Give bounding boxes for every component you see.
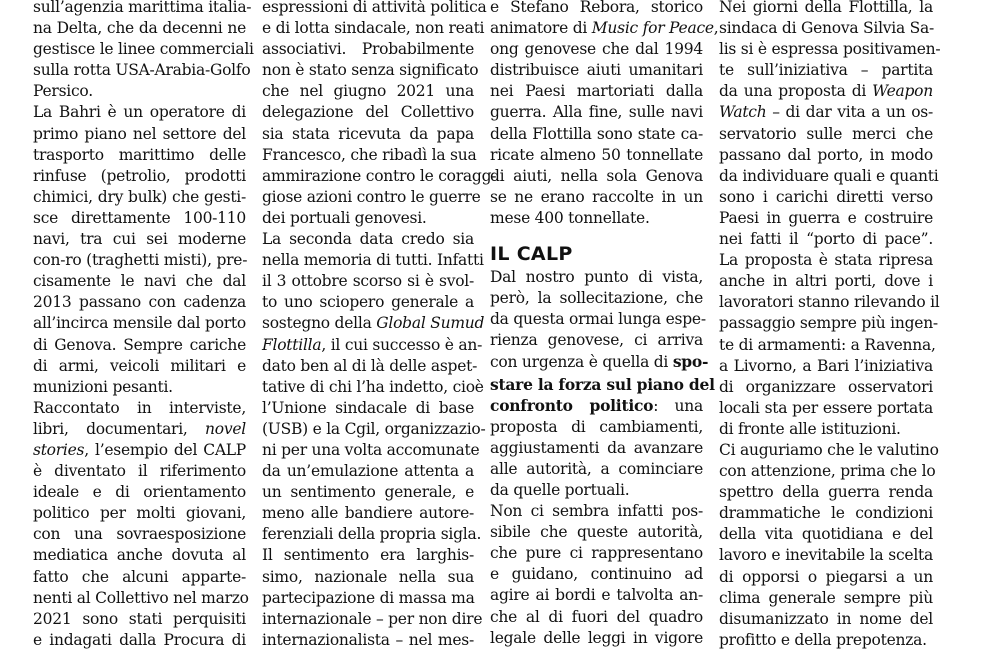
text-line: da quelle portuali. bbox=[490, 480, 630, 499]
text-line: un sentimento generale, e bbox=[262, 483, 474, 502]
text-line: e guidano, continuino ad bbox=[490, 565, 703, 584]
italic-text: Watch bbox=[719, 103, 767, 122]
text-line: della Flottilla sono state ca- bbox=[490, 124, 703, 143]
text-line: servatorio sulle merci che bbox=[719, 124, 933, 143]
text-line: con una sovraesposizione bbox=[33, 525, 246, 544]
text-line: Non ci sembra infatti pos- bbox=[490, 502, 703, 521]
text-line: non è stato senza significato bbox=[262, 61, 479, 80]
text-line: all’incirca mensile dal porto bbox=[33, 314, 246, 333]
text-line: sce direttamente 100-110 bbox=[33, 208, 246, 227]
text-line: mediatica anche dovuta al bbox=[33, 546, 246, 565]
text-line: con-ro (traghetti misti), pre- bbox=[33, 251, 248, 270]
text-line: con attenzione, prima che lo bbox=[719, 462, 936, 481]
text-line: La Bahri è un operatore di bbox=[33, 103, 246, 122]
italic-text: Global Sumud bbox=[376, 314, 485, 333]
text-run: con urgenza è quella di bbox=[490, 353, 669, 372]
text-line: Ci auguriamo che le valutino bbox=[719, 440, 939, 459]
text-line: stare la forza sul piano del bbox=[490, 374, 715, 394]
italic-text: Music for Peace bbox=[591, 19, 714, 38]
text-line: Francesco, che ribadì la sua bbox=[262, 145, 477, 164]
text-line: rienza genovese, ci arriva bbox=[490, 331, 703, 350]
article-column-4 bbox=[719, 0, 941, 651]
text-line: guerra. Alla fine, sulle navi bbox=[490, 103, 703, 122]
text-line: drammatiche le condizioni bbox=[719, 504, 933, 523]
text-line: mese 400 tonnellate. bbox=[490, 208, 650, 227]
text-line: dei portuali genovesi. bbox=[262, 208, 427, 227]
text-line: e di lotta sindacale, non reati bbox=[262, 19, 485, 38]
text-line: sindaca di Genova Silvia Sa- bbox=[719, 19, 935, 38]
text-line: di Genova. Sempre cariche bbox=[33, 335, 246, 354]
text-line: a Livorno, a Bari l’iniziativa bbox=[719, 356, 933, 375]
text-line: chimici, dry bulk) che gesti- bbox=[33, 187, 246, 206]
text-line bbox=[719, 81, 933, 102]
text-line: profitto e della prepotenza. bbox=[719, 630, 927, 649]
italic-text: novel bbox=[205, 419, 246, 438]
text-line: di aiuti, nella sola Genova bbox=[490, 166, 703, 185]
text-line: Dal nostro punto di vista, bbox=[490, 268, 703, 287]
text-line: che al di fuori del quadro bbox=[490, 607, 703, 626]
text-line: ong genovese che dal 1994 bbox=[490, 40, 703, 59]
text-line: agire ai bordi e talvolta an- bbox=[490, 586, 703, 605]
text-run: da una proposta di bbox=[719, 82, 867, 101]
text-line bbox=[262, 313, 485, 334]
text-line: lavoro e inevitabile la scelta bbox=[719, 546, 933, 565]
text-line: passaggio sempre più ingen- bbox=[719, 314, 938, 333]
text-line: na Delta, che da decenni ne bbox=[33, 19, 246, 38]
text-run: libri, documentari, bbox=[33, 419, 188, 438]
text-line: te sull’iniziativa – partita bbox=[719, 61, 933, 80]
text-line bbox=[33, 419, 246, 440]
text-line: di fronte alle istituzioni. bbox=[719, 419, 901, 438]
text-line: anche in altri porti, dove i bbox=[719, 272, 933, 291]
text-line: trasporto marittimo delle bbox=[33, 145, 246, 164]
text-line: da individuare quali e quanti bbox=[719, 166, 939, 185]
text-line: se ne erano raccolte in un bbox=[490, 187, 703, 206]
text-line: è diventato il riferimento bbox=[33, 462, 246, 481]
text-line: 2013 passano con cadenza bbox=[33, 293, 246, 312]
text-line: disumanizzato in nome del bbox=[719, 609, 933, 628]
text-line: spettro della guerra renda bbox=[719, 483, 933, 502]
text-line: navi, tra cui sei moderne bbox=[33, 230, 246, 249]
text-line: delegazione del Collettivo bbox=[262, 103, 474, 122]
text-line: di armi, veicoli militari e bbox=[33, 356, 246, 375]
text-line: nei fatti il “porto di pace”. bbox=[719, 230, 933, 249]
text-line: simo, nazionale nella sua bbox=[262, 567, 474, 586]
text-line: La proposta è stata ripresa bbox=[719, 251, 933, 270]
text-line: dato ben al di là delle aspet- bbox=[262, 356, 478, 375]
text-line: Il sentimento era larghis- bbox=[262, 546, 474, 565]
text-line: e Stefano Rebora, storico bbox=[490, 0, 703, 16]
text-line: nei Paesi martoriati dalla bbox=[490, 82, 703, 101]
text-line: legale delle leggi in vigore bbox=[490, 628, 703, 647]
text-line: sull’agenzia marittima italia- bbox=[33, 0, 252, 16]
text-line bbox=[33, 440, 246, 461]
text-line: giose azioni contro le guerre bbox=[262, 187, 481, 206]
article-column-2 bbox=[262, 0, 497, 651]
text-line: ideale e di orientamento bbox=[33, 483, 246, 502]
bold-text: spo- bbox=[672, 352, 709, 372]
text-line: sibile che queste autorità, bbox=[490, 523, 703, 542]
text-line: politico per molti giovani, bbox=[33, 504, 246, 523]
text-line: Raccontato in interviste, bbox=[33, 398, 246, 417]
text-line: lavoratori stanno rilevando il bbox=[719, 293, 940, 312]
text-line: espressioni di attività politica bbox=[262, 0, 487, 16]
text-line bbox=[490, 395, 703, 417]
text-line: ammirazione contro le coragg- bbox=[262, 166, 497, 185]
article-column-1 bbox=[33, 0, 254, 651]
text-line: internazionalista – nel mes- bbox=[262, 630, 474, 649]
text-line: rinfuse (petrolio, prodotti bbox=[33, 166, 246, 185]
text-run: , l’esempio del CALP bbox=[84, 440, 246, 459]
text-line: e indagati dalla Procura di bbox=[33, 630, 246, 649]
text-line: partecipazione di massa ma bbox=[262, 588, 475, 607]
text-line: il 3 ottobre scorso si è svol- bbox=[262, 272, 474, 291]
text-line: munizioni pesanti. bbox=[33, 377, 173, 396]
text-line: sia stata ricevuta da papa bbox=[262, 124, 474, 143]
text-line: l’Unione sindacale di base bbox=[262, 398, 474, 417]
text-line: di opporsi o piegarsi a un bbox=[719, 567, 933, 586]
text-line: alle autorità, a cominciare bbox=[490, 459, 703, 478]
text-line: associativi. Probabilmente bbox=[262, 40, 474, 59]
text-line: internazionale – per non dire bbox=[262, 609, 483, 628]
text-line: ricate almeno 50 tonnellate bbox=[490, 145, 703, 164]
text-run: , bbox=[713, 19, 719, 38]
text-line bbox=[490, 18, 719, 39]
italic-text: Flottilla bbox=[262, 335, 322, 354]
text-line: La seconda data credo sia bbox=[262, 230, 474, 249]
text-line: passano dal porto, in modo bbox=[719, 145, 933, 164]
text-line: to uno sciopero generale a bbox=[262, 293, 474, 312]
section-heading: IL CALP bbox=[490, 243, 573, 266]
text-line: primo piano nel settore del bbox=[33, 124, 246, 143]
text-line: aggiustamenti da avanzare bbox=[490, 438, 703, 457]
text-line: 2021 sono stati perquisiti bbox=[33, 609, 246, 628]
text-run: sostegno della bbox=[262, 314, 372, 333]
text-line: meno alle bandiere autore- bbox=[262, 504, 474, 523]
text-line: da un’emulazione attenta a bbox=[262, 462, 474, 481]
text-line: distribuisce aiuti umanitari bbox=[490, 61, 703, 80]
text-line: gestisce le linee commerciali bbox=[33, 40, 254, 59]
text-run: , il cui successo è an- bbox=[321, 335, 483, 354]
text-line: che nel giugno 2021 una bbox=[262, 82, 474, 101]
text-line: nenti al Collettivo nel marzo bbox=[33, 588, 249, 607]
text-line: proposta di cambiamenti, bbox=[490, 417, 703, 436]
text-line: nella memoria di tutti. Infatti bbox=[262, 251, 484, 270]
text-line: da questa ormai lunga espe- bbox=[490, 310, 706, 329]
text-line: ni per una volta accomunate bbox=[262, 440, 480, 459]
text-line: della vita quotidiana e del bbox=[719, 525, 933, 544]
italic-text: Weapon bbox=[872, 82, 933, 101]
text-line: sono i carichi diretti verso bbox=[719, 187, 933, 206]
text-line: lis si è espressa positivamen- bbox=[719, 40, 941, 59]
text-line bbox=[262, 335, 483, 356]
text-line: locali sta per essere portata bbox=[719, 398, 933, 417]
article-column-3 bbox=[490, 0, 719, 649]
text-line: Paesi in guerra e costruire bbox=[719, 208, 933, 227]
text-line: che pure ci rappresentano bbox=[490, 544, 703, 563]
text-line: fatto che alcuni apparte- bbox=[33, 567, 246, 586]
text-line bbox=[719, 102, 933, 123]
text-line: (USB) e la Cgil, organizzazio- bbox=[262, 419, 486, 438]
text-run: – di dar vita a un os- bbox=[766, 103, 933, 122]
text-run: : una bbox=[653, 396, 703, 415]
text-line: Nei giorni della Flottilla, la bbox=[719, 0, 933, 16]
text-line: cisamente le navi che dal bbox=[33, 272, 246, 291]
text-line bbox=[490, 351, 709, 373]
bold-text: confronto politico bbox=[490, 395, 654, 415]
text-line: di organizzare osservatori bbox=[719, 377, 933, 396]
text-line: clima generale sempre più bbox=[719, 588, 933, 607]
text-line: tative di chi l’ha indetto, cioè bbox=[262, 377, 484, 396]
italic-text: stories bbox=[33, 440, 85, 459]
text-run: animatore di bbox=[490, 19, 588, 38]
text-line: però, la sollecitazione, che bbox=[490, 289, 703, 308]
text-line: te di armamenti: a Ravenna, bbox=[719, 335, 936, 354]
text-line: ferenziali della propria sigla. bbox=[262, 525, 482, 544]
text-line: sulla rotta USA-Arabia-Golfo bbox=[33, 61, 251, 80]
text-line: Persico. bbox=[33, 82, 93, 101]
